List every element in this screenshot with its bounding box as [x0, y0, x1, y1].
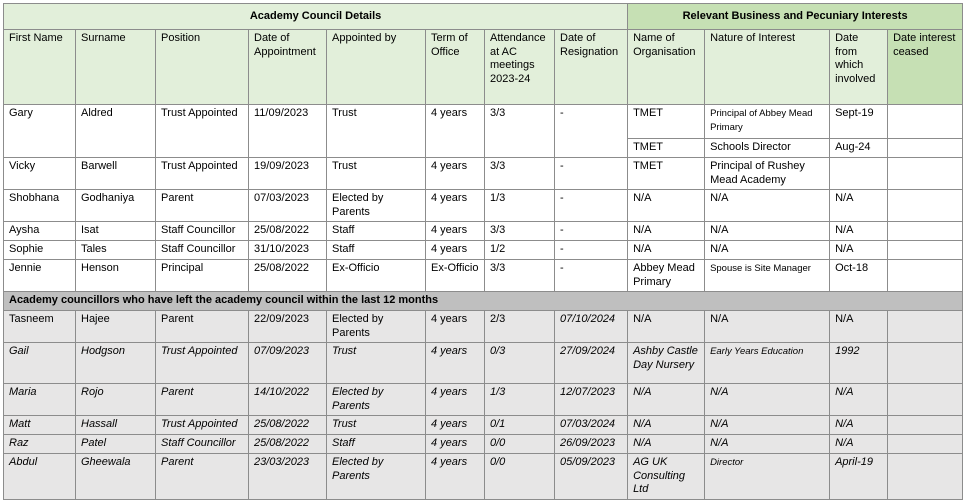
cell-organisation: N/A: [628, 241, 705, 260]
cell-organisation: N/A: [628, 222, 705, 241]
cell-date-from: N/A: [830, 241, 888, 260]
cell-appointed-by: Staff: [327, 222, 426, 241]
col-date-appointed: Date of Appointment: [249, 30, 327, 105]
cell-resignation: -: [555, 190, 628, 222]
table-row: [4, 260, 963, 292]
cell-organisation: TMET: [628, 139, 705, 158]
cell-nature: N/A: [705, 190, 830, 222]
cell-date-appointed: 25/08/2022: [249, 260, 327, 292]
cell-organisation: TMET: [628, 105, 705, 139]
cell-surname: Gheewala: [76, 454, 156, 500]
cell-nature: Spouse is Site Manager: [705, 260, 830, 292]
col-attendance: Attendance at AC meetings 2023-24: [485, 30, 555, 105]
cell-appointed-by: Elected by Parents: [327, 311, 426, 343]
cell-date-from: N/A: [830, 435, 888, 454]
cell-surname: Henson: [76, 260, 156, 292]
cell-appointed-by: Trust: [327, 343, 426, 384]
cell-date-from: N/A: [830, 416, 888, 435]
cell-nature: Schools Director: [705, 139, 830, 158]
cell-date-from: [830, 158, 888, 190]
cell-attendance: 0/0: [485, 454, 555, 500]
cell-date-ceased: [888, 384, 963, 416]
table-row: [4, 416, 963, 435]
cell-position: Trust Appointed: [156, 416, 249, 435]
cell-term: 4 years: [426, 343, 485, 384]
cell-term: 4 years: [426, 222, 485, 241]
past-section-heading: Academy councillors who have left the academy council within the last 12 months: [4, 292, 963, 311]
interests-heading: Relevant Business and Pecuniary Interests: [628, 4, 963, 30]
cell-first-name: Sophie: [4, 241, 76, 260]
cell-term: 4 years: [426, 416, 485, 435]
cell-date-ceased: [888, 139, 963, 158]
council-details-heading: Academy Council Details: [4, 4, 628, 30]
cell-date-appointed: 22/09/2023: [249, 311, 327, 343]
cell-date-from: 1992: [830, 343, 888, 384]
cell-date-ceased: [888, 435, 963, 454]
cell-position: Staff Councillor: [156, 435, 249, 454]
cell-surname: Tales: [76, 241, 156, 260]
table-row: [4, 343, 963, 384]
cell-resignation: -: [555, 158, 628, 190]
cell-term: 4 years: [426, 454, 485, 500]
cell-resignation: 27/09/2024: [555, 343, 628, 384]
cell-date-appointed: 31/10/2023: [249, 241, 327, 260]
col-term: Term of Office: [426, 30, 485, 105]
cell-nature: N/A: [705, 222, 830, 241]
table-row: [4, 311, 963, 343]
cell-attendance: 0/3: [485, 343, 555, 384]
cell-resignation: 07/03/2024: [555, 416, 628, 435]
cell-attendance: 2/3: [485, 311, 555, 343]
cell-position: Principal: [156, 260, 249, 292]
cell-nature: N/A: [705, 241, 830, 260]
cell-date-ceased: [888, 260, 963, 292]
cell-attendance: 1/3: [485, 190, 555, 222]
cell-organisation: N/A: [628, 311, 705, 343]
cell-position: Staff Councillor: [156, 241, 249, 260]
cell-surname: Hodgson: [76, 343, 156, 384]
cell-term: 4 years: [426, 105, 485, 158]
cell-appointed-by: Elected by Parents: [327, 190, 426, 222]
cell-date-ceased: [888, 105, 963, 139]
col-date-from: Date from which involved: [830, 30, 888, 105]
cell-organisation: Abbey Mead Primary: [628, 260, 705, 292]
cell-first-name: Maria: [4, 384, 76, 416]
cell-term: Ex-Officio: [426, 260, 485, 292]
cell-first-name: Jennie: [4, 260, 76, 292]
cell-first-name: Tasneem: [4, 311, 76, 343]
cell-date-appointed: 11/09/2023: [249, 105, 327, 158]
cell-position: Trust Appointed: [156, 158, 249, 190]
table-row: [4, 222, 963, 241]
cell-resignation: 07/10/2024: [555, 311, 628, 343]
past-section-row: [4, 292, 963, 311]
table-row: [4, 158, 963, 190]
cell-date-appointed: 25/08/2022: [249, 435, 327, 454]
col-organisation: Name of Organisation: [628, 30, 705, 105]
table-row: [4, 105, 963, 139]
cell-attendance: 1/2: [485, 241, 555, 260]
col-first-name: First Name: [4, 30, 76, 105]
cell-organisation: TMET: [628, 158, 705, 190]
col-surname: Surname: [76, 30, 156, 105]
cell-term: 4 years: [426, 241, 485, 260]
cell-date-appointed: 23/03/2023: [249, 454, 327, 500]
governance-table: [3, 3, 963, 500]
cell-first-name: Matt: [4, 416, 76, 435]
cell-date-from: Aug-24: [830, 139, 888, 158]
cell-resignation: -: [555, 222, 628, 241]
cell-appointed-by: Elected by Parents: [327, 384, 426, 416]
cell-position: Parent: [156, 190, 249, 222]
cell-date-ceased: [888, 311, 963, 343]
cell-organisation: N/A: [628, 416, 705, 435]
cell-organisation: N/A: [628, 435, 705, 454]
table-row: [4, 241, 963, 260]
cell-first-name: Raz: [4, 435, 76, 454]
cell-nature: N/A: [705, 416, 830, 435]
col-resignation: Date of Resignation: [555, 30, 628, 105]
cell-attendance: 3/3: [485, 158, 555, 190]
cell-date-ceased: [888, 454, 963, 500]
cell-resignation: 05/09/2023: [555, 454, 628, 500]
cell-organisation: Ashby Castle Day Nursery: [628, 343, 705, 384]
cell-appointed-by: Elected by Parents: [327, 454, 426, 500]
cell-date-ceased: [888, 190, 963, 222]
cell-first-name: Vicky: [4, 158, 76, 190]
cell-surname: Patel: [76, 435, 156, 454]
cell-appointed-by: Trust: [327, 416, 426, 435]
cell-first-name: Gary: [4, 105, 76, 158]
cell-appointed-by: Ex-Officio: [327, 260, 426, 292]
cell-date-from: N/A: [830, 190, 888, 222]
cell-date-appointed: 07/09/2023: [249, 343, 327, 384]
cell-attendance: 3/3: [485, 222, 555, 241]
cell-position: Parent: [156, 384, 249, 416]
cell-date-ceased: [888, 416, 963, 435]
cell-organisation: N/A: [628, 190, 705, 222]
table-row: [4, 454, 963, 500]
cell-term: 4 years: [426, 158, 485, 190]
cell-resignation: -: [555, 241, 628, 260]
col-position: Position: [156, 30, 249, 105]
cell-resignation: -: [555, 260, 628, 292]
cell-attendance: 0/1: [485, 416, 555, 435]
cell-date-ceased: [888, 343, 963, 384]
table-row: [4, 435, 963, 454]
cell-attendance: 3/3: [485, 105, 555, 158]
cell-first-name: Shobhana: [4, 190, 76, 222]
cell-surname: Aldred: [76, 105, 156, 158]
cell-appointed-by: Staff: [327, 435, 426, 454]
cell-attendance: 3/3: [485, 260, 555, 292]
cell-surname: Godhaniya: [76, 190, 156, 222]
cell-appointed-by: Trust: [327, 158, 426, 190]
cell-date-appointed: 25/08/2022: [249, 222, 327, 241]
cell-resignation: 26/09/2023: [555, 435, 628, 454]
cell-surname: Rojo: [76, 384, 156, 416]
col-date-ceased: Date interest ceased: [888, 30, 963, 105]
cell-term: 4 years: [426, 435, 485, 454]
cell-term: 4 years: [426, 311, 485, 343]
cell-date-appointed: 19/09/2023: [249, 158, 327, 190]
table-row: [4, 190, 963, 222]
cell-appointed-by: Trust: [327, 105, 426, 158]
cell-nature: Principal of Rushey Mead Academy: [705, 158, 830, 190]
cell-first-name: Aysha: [4, 222, 76, 241]
cell-surname: Hajee: [76, 311, 156, 343]
cell-first-name: Gail: [4, 343, 76, 384]
cell-term: 4 years: [426, 384, 485, 416]
cell-attendance: 1/3: [485, 384, 555, 416]
cell-term: 4 years: [426, 190, 485, 222]
cell-position: Trust Appointed: [156, 105, 249, 158]
cell-organisation: N/A: [628, 384, 705, 416]
cell-appointed-by: Staff: [327, 241, 426, 260]
cell-date-from: Oct-18: [830, 260, 888, 292]
cell-nature: Principal of Abbey Mead Primary: [705, 105, 830, 139]
cell-nature: N/A: [705, 311, 830, 343]
cell-date-from: N/A: [830, 222, 888, 241]
cell-resignation: 12/07/2023: [555, 384, 628, 416]
cell-first-name: Abdul: [4, 454, 76, 500]
cell-organisation: AG UK Consulting Ltd: [628, 454, 705, 500]
table-row: [4, 384, 963, 416]
cell-date-from: N/A: [830, 311, 888, 343]
cell-resignation: -: [555, 105, 628, 158]
cell-date-ceased: [888, 222, 963, 241]
cell-nature: Director: [705, 454, 830, 500]
cell-position: Trust Appointed: [156, 343, 249, 384]
cell-surname: Barwell: [76, 158, 156, 190]
cell-nature: N/A: [705, 384, 830, 416]
cell-date-from: N/A: [830, 384, 888, 416]
col-nature: Nature of Interest: [705, 30, 830, 105]
cell-attendance: 0/0: [485, 435, 555, 454]
cell-nature: N/A: [705, 435, 830, 454]
cell-date-appointed: 14/10/2022: [249, 384, 327, 416]
cell-surname: Hassall: [76, 416, 156, 435]
cell-position: Parent: [156, 454, 249, 500]
cell-date-ceased: [888, 241, 963, 260]
cell-date-from: Sept-19: [830, 105, 888, 139]
cell-date-from: April-19: [830, 454, 888, 500]
cell-nature: Early Years Education: [705, 343, 830, 384]
cell-position: Staff Councillor: [156, 222, 249, 241]
cell-position: Parent: [156, 311, 249, 343]
col-appointed-by: Appointed by: [327, 30, 426, 105]
cell-date-appointed: 25/08/2022: [249, 416, 327, 435]
cell-date-ceased: [888, 158, 963, 190]
cell-surname: Isat: [76, 222, 156, 241]
cell-date-appointed: 07/03/2023: [249, 190, 327, 222]
